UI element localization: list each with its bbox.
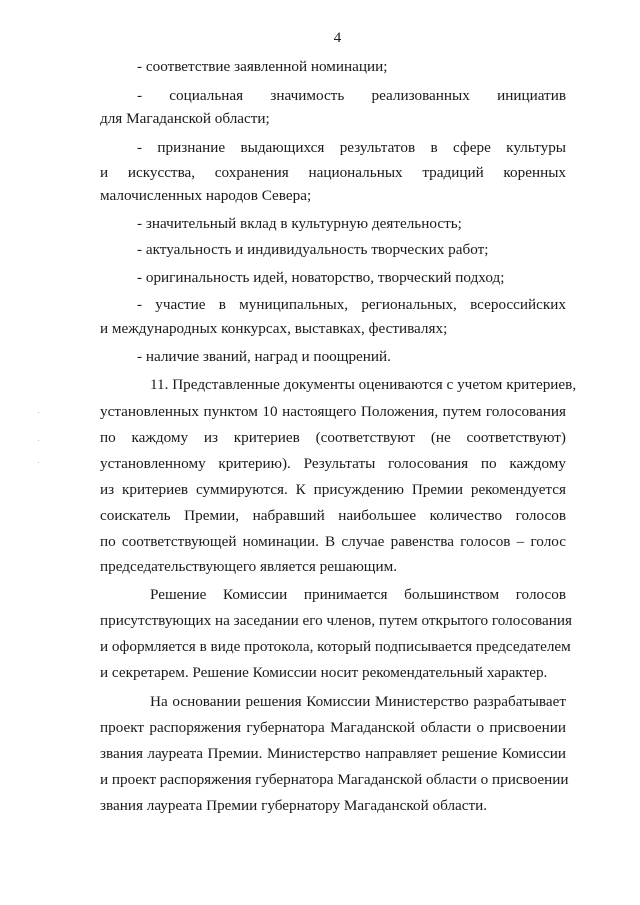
text-line: - актуальность и индивидуальность творческих работ;: [137, 241, 489, 258]
text-line: и оформляется в виде протокола, который подписывается председателем: [100, 638, 571, 655]
text-line: установленных пунктом 10 настоящего Положения, путем голосования: [100, 403, 566, 420]
text-line: из критериев суммируются. К присуждению Премии рекомендуется: [100, 481, 566, 498]
text-line: - оригинальность идей, новаторство, творческий подход;: [137, 269, 505, 286]
text-line: - участие в муниципальных, региональных, всероссийских: [137, 296, 566, 313]
text-line: и международных конкурсах, выставках, фестивалях;: [100, 320, 448, 337]
scan-artifact: [38, 462, 39, 463]
text-line: малочисленных народов Севера;: [100, 187, 312, 204]
text-line: и искусства, сохранения национальных традиций коренных: [100, 164, 566, 181]
text-line: - признание выдающихся результатов в сфере культуры: [137, 139, 566, 156]
text-line: и проект распоряжения губернатора Магаданской области о присвоении: [100, 771, 569, 788]
text-line: для Магаданской области;: [100, 110, 270, 127]
text-line: установленному критерию). Результаты голосования по каждому: [100, 455, 566, 472]
text-line: - значительный вклад в культурную деятельность;: [137, 215, 462, 232]
text-line: 11. Представленные документы оцениваются с учетом критериев,: [150, 376, 577, 393]
text-line: соискатель Премии, набравший наибольшее количество голосов: [100, 507, 566, 524]
scan-artifact: [38, 412, 39, 413]
text-line: На основании решения Комиссии Министерство разрабатывает: [150, 693, 566, 710]
text-line: проект распоряжения губернатора Магаданской области о присвоении: [100, 719, 566, 736]
text-line: - социальная значимость реализованных инициатив: [137, 87, 566, 104]
text-line: председательствующего является решающим.: [100, 558, 398, 575]
scan-artifact: [38, 440, 39, 441]
text-line: - соответствие заявленной номинации;: [137, 58, 388, 75]
text-line: и секретарем. Решение Комиссии носит рекомендательный характер.: [100, 664, 548, 681]
text-line: звания лауреата Премии. Министерство направляет решение Комиссии: [100, 745, 566, 762]
text-line: - наличие званий, наград и поощрений.: [137, 348, 391, 365]
text-line: Решение Комиссии принимается большинством голосов: [150, 586, 566, 603]
text-line: по соответствующей номинации. В случае равенства голосов – голос: [100, 533, 566, 550]
text-line: по каждому из критериев (соответствуют (не соответствуют): [100, 429, 566, 446]
text-line: присутствующих на заседании его членов, путем открытого голосования: [100, 612, 573, 629]
text-line: звания лауреата Премии губернатору Магаданской области.: [100, 797, 488, 814]
page-number: 4: [333, 30, 342, 46]
